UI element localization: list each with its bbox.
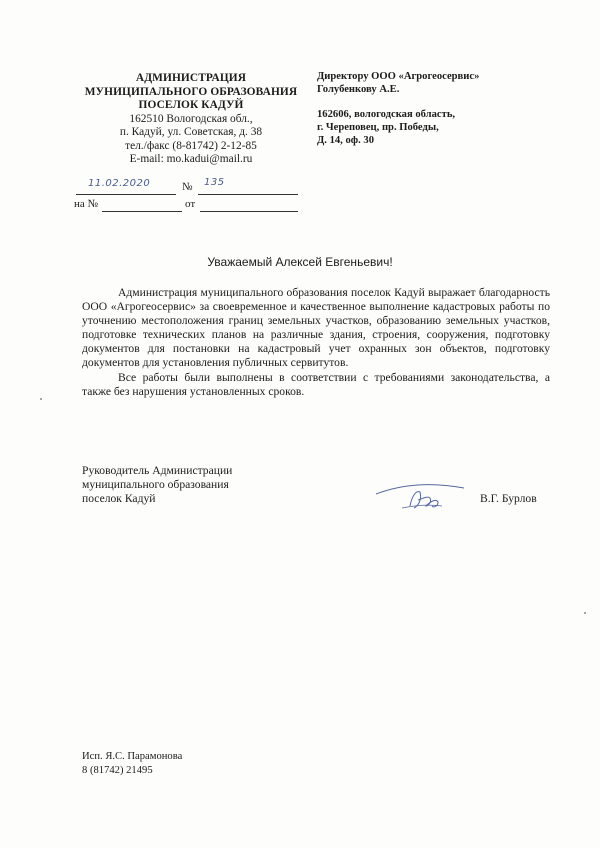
signer-position-line: поселок Кадуй — [82, 492, 156, 506]
recipient-address-line: 162606, вологодская область, — [317, 109, 456, 120]
executor-block — [82, 750, 182, 778]
sender-phone: тел./факс (8-81742) 2-12-85 — [125, 139, 257, 152]
scan-speck — [584, 612, 586, 614]
scan-speck — [40, 398, 42, 400]
handwritten-signature-icon — [372, 476, 472, 516]
sender-org-line: ПОСЕЛОК КАДУЙ — [138, 99, 244, 111]
signer-position — [82, 464, 232, 506]
sender-block — [60, 72, 322, 167]
signer-position-line: муниципального образования — [82, 478, 229, 492]
sender-org-line: МУНИЦИПАЛЬНОГО ОБРАЗОВАНИЯ — [84, 85, 298, 98]
registration-date: 11.02.2020 — [88, 178, 151, 189]
sender-email: E-mail: mo.kadui@mail.ru — [129, 153, 253, 165]
recipient-address-line: Д. 14, оф. 30 — [317, 135, 374, 146]
ref-number-underline — [102, 197, 182, 212]
body-paragraph: Администрация муниципального образования поселок Кадуй выражает благодарность ООО «Агрогеосервис» за своевременное и качественное выполнение кадастровых работы по уточнению местоположения границ земельных участков, образованию земельных участков, подготовке технических планов на различные здания, строения, сооружения, подготовку документов для постановки на кадастровый учет охранных зон объектов, подготовку документов для установления публичных сервитутов. — [82, 286, 550, 370]
registration-number-label: № — [182, 181, 193, 193]
body-paragraph: Все работы были выполнены в соответствии с требованиями законодательства, а также без нарушения установленных сроков. — [82, 370, 550, 398]
executor-phone: 8 (81742) 21495 — [82, 765, 153, 776]
ref-date-underline — [200, 197, 298, 212]
registration-number: 135 — [204, 177, 225, 188]
ref-number-label: на № — [74, 198, 99, 210]
sender-org-line: АДМИНИСТРАЦИЯ — [135, 72, 247, 84]
sender-address-line: п. Кадуй, ул. Советская, д. 38 — [119, 126, 263, 138]
signer-name: В.Г. Бурлов — [480, 492, 537, 505]
executor-name: Исп. Я.С. Парамонова — [82, 751, 183, 762]
ref-from-label: от — [185, 198, 196, 210]
recipient-address-line: г. Череповец, пр. Победы, — [317, 122, 439, 133]
salutation: Уважаемый Алексей Евгеньевич! — [207, 255, 393, 269]
recipient-line: Голубенкову А.Е. — [317, 84, 400, 95]
sender-address-line: 162510 Вологодская обл., — [129, 112, 253, 125]
recipient-line: Директору ООО «Агрогеосервис» — [317, 71, 480, 82]
letter-body — [82, 286, 550, 399]
signer-position-line: Руководитель Администрации — [82, 464, 233, 477]
recipient-block — [317, 70, 557, 147]
